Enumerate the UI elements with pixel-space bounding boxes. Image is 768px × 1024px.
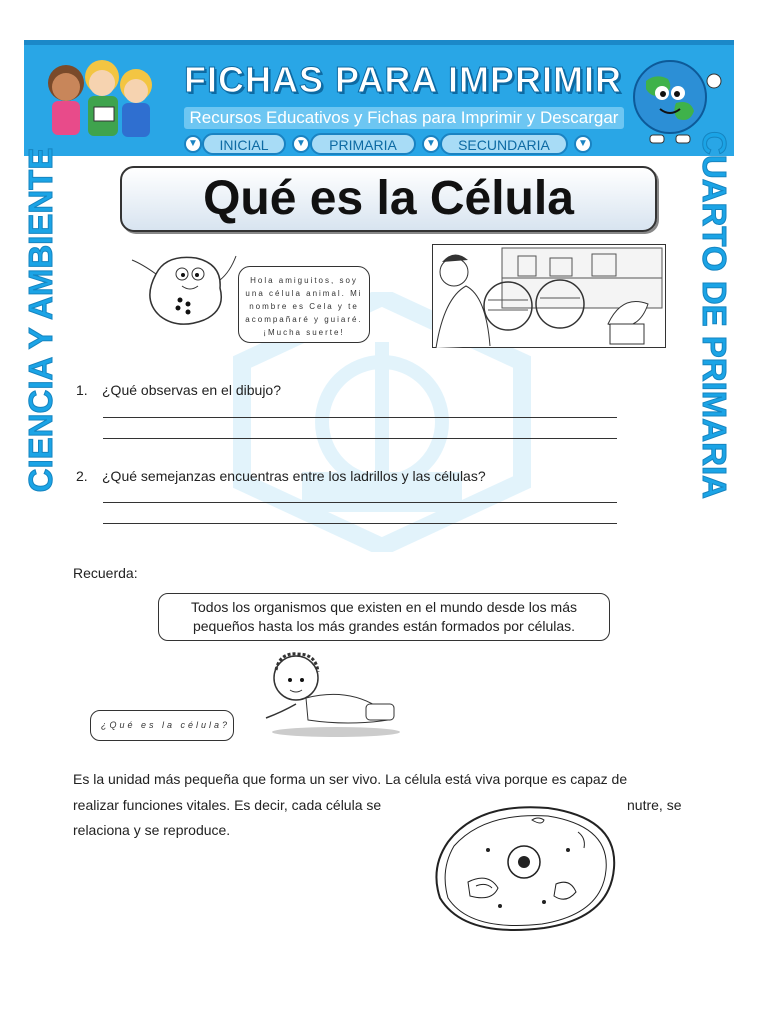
header-banner [24,40,734,156]
question-number: 2. [76,468,88,484]
question-text: ¿Qué observas en el dibujo? [102,382,281,398]
answer-line[interactable] [103,502,617,503]
answer-line[interactable] [103,417,617,418]
banner-title: FICHAS PARA IMPRIMIR [184,59,622,100]
question-text: ¿Qué semejanzas encuentras entre los ladrillos y las células? [102,468,486,484]
side-label-grade: CUARTO DE PRIMARIA [696,131,733,499]
cell-character-icon [126,244,246,330]
recuerda-label: Recuerda: [73,565,138,581]
boy-illustration [256,648,402,738]
definition-line-2: realizar funciones vitales. Es decir, cada célula se [73,797,382,813]
bricks-illustration [432,244,666,348]
speech-bubble-question: ¿Qué es la célula? [90,710,234,741]
speech-bubble-intro: Hola amiguitos, soy una célula animal. Mi nombre es Cela y te acompañaré y guiaré. ¡Mucha suerte! [238,266,370,343]
page-title: Qué es la Célula [203,172,574,225]
nav-secundaria[interactable]: SECUNDARIA [440,133,568,155]
nav-primaria[interactable]: PRIMARIA [310,133,416,155]
banner-subtitle: Recursos Educativos y Fichas para Imprimir y Descargar [184,107,624,129]
side-label-subject: CIENCIA Y AMBIENTE [22,147,59,493]
nav-arrow-icon: ▼ [574,135,592,153]
answer-line[interactable] [103,523,617,524]
nav-inicial[interactable]: INICIAL [202,133,286,155]
remember-box: Todos los organismos que existen en el mundo desde los más pequeños hasta los más grandes están formados por células. [158,593,610,641]
animal-cell-illustration [428,802,620,938]
definition-line-1: Es la unidad más pequeña que forma un ser vivo. La célula está viva porque es capaz de [73,771,628,787]
nav-arrow-icon: ▼ [422,135,440,153]
kids-illustration [36,53,164,149]
question-2 [76,468,486,484]
definition-line-3: relaciona y se reproduce. [73,822,231,838]
definition-line-2-end: nutre, se [627,797,682,813]
question-1 [76,382,281,398]
nav-arrow-icon: ▼ [292,135,310,153]
nav-arrow-icon: ▼ [184,135,202,153]
answer-line[interactable] [103,438,617,439]
question-number: 1. [76,382,88,398]
